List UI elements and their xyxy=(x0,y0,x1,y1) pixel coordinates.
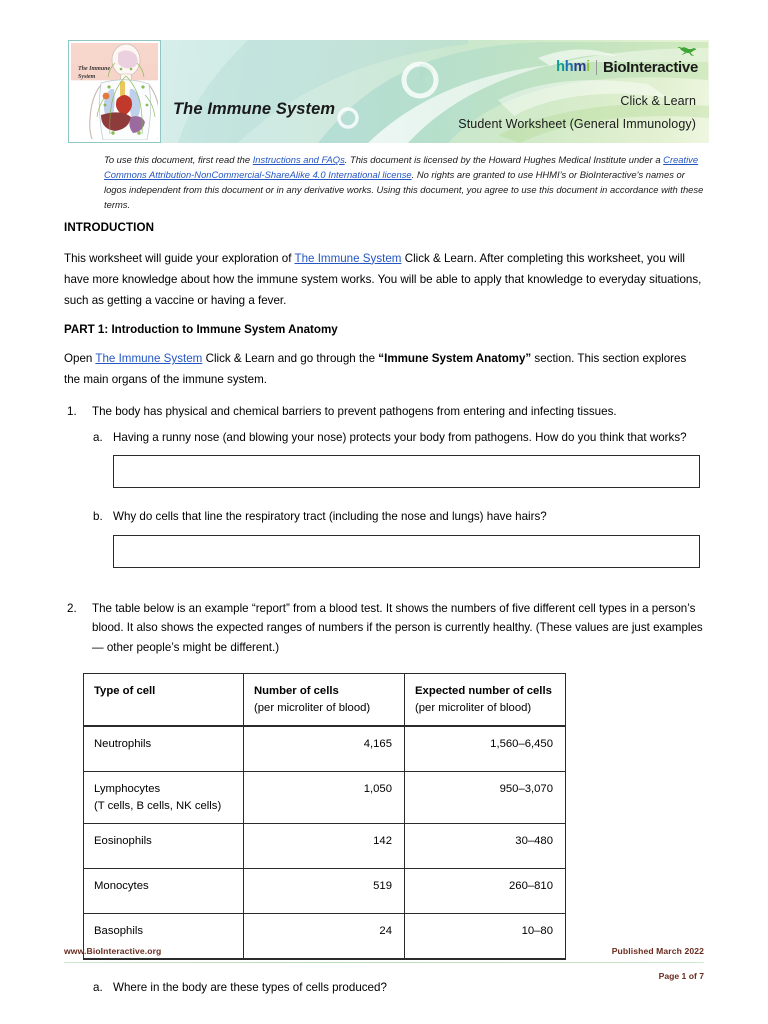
immune-system-link-part1[interactable]: The Immune System xyxy=(95,352,203,366)
question-2-number: 2. xyxy=(67,601,77,615)
footer-website: www.BioInteractive.org xyxy=(64,946,162,956)
intro-text-2: Click & Learn. After completing this worksheet, you will have more knowledge about how the immune system works. You will be able to apply that knowledge to everyday situations, such as getting a vaccine or having a fever. xyxy=(64,251,702,307)
illustration-caption: The Immune System xyxy=(78,66,111,80)
answer-box-1a[interactable] xyxy=(113,455,700,488)
introduction-paragraph xyxy=(64,248,704,311)
open-text-2: Click & Learn and go through the xyxy=(202,352,379,366)
cell-expected-1: 950–3,070 xyxy=(405,772,566,824)
footer-text-row xyxy=(64,946,704,962)
banner-subtitle-worksheet: Student Worksheet (General Immunology) xyxy=(458,117,696,131)
license-text-part-2: . This document is licensed by the Howard Hughes Medical Institute under a xyxy=(344,154,664,165)
cell-number-2: 142 xyxy=(244,824,405,869)
blood-test-table xyxy=(83,673,566,960)
question-1b-letter: b. xyxy=(93,510,103,524)
table-row xyxy=(84,726,566,772)
column-header-number-of-cells xyxy=(244,674,405,727)
footer-page-number: Page 1 of 7 xyxy=(658,971,704,982)
license-notice xyxy=(104,152,704,212)
immune-system-anatomy-section-name: “Immune System Anatomy” xyxy=(378,352,532,366)
header-main-2: Expected number of cells xyxy=(415,685,552,698)
cell-number-4: 24 xyxy=(244,914,405,960)
table-row xyxy=(84,824,566,869)
intro-text-1: This worksheet will guide your exploration of xyxy=(64,251,295,265)
page-footer xyxy=(64,946,704,981)
part-1-instructions xyxy=(64,348,704,390)
cell-type-1-note: (T cells, B cells, NK cells) xyxy=(94,799,222,812)
license-text-part-1: To use this document, first read the xyxy=(104,154,253,165)
column-header-expected-number xyxy=(405,674,566,727)
cell-expected-4: 10–80 xyxy=(405,914,566,960)
header-main-0: Type of cell xyxy=(94,685,156,698)
hhmi-wordmark: hhmi xyxy=(556,59,590,75)
header-note-2: (per microliter of blood) xyxy=(415,701,532,714)
cell-expected-2: 30–480 xyxy=(405,824,566,869)
question-2a-letter: a. xyxy=(93,981,103,995)
banner-subtitle-click-and-learn: Click & Learn xyxy=(620,94,696,108)
cell-type-0: Neutrophils xyxy=(84,726,244,772)
logo-divider xyxy=(596,60,597,75)
human-body-anatomy-icon xyxy=(71,43,158,140)
cell-type-1-name: Lymphocytes xyxy=(94,783,161,796)
cell-type-4: Basophils xyxy=(84,914,244,960)
question-2 xyxy=(64,599,704,658)
table-row xyxy=(84,772,566,824)
answer-box-1b[interactable] xyxy=(113,535,700,568)
question-1-number: 1. xyxy=(67,405,77,419)
introduction-heading: INTRODUCTION xyxy=(64,221,155,234)
immune-system-link-intro[interactable]: The Immune System xyxy=(294,251,402,265)
table-row xyxy=(84,869,566,914)
open-text-3: section. This section explores the main organs of the immune system. xyxy=(64,352,687,387)
immune-system-illustration xyxy=(68,40,161,143)
biointeractive-wordmark: BioInteractive xyxy=(603,58,698,76)
question-1b xyxy=(64,507,704,527)
hhmi-biointeractive-logo xyxy=(556,59,698,75)
question-1 xyxy=(64,402,704,422)
cell-number-3: 519 xyxy=(244,869,405,914)
banner-title: The Immune System xyxy=(173,100,336,118)
header-note-1: (per microliter of blood) xyxy=(254,701,371,714)
open-text-1: Open xyxy=(64,352,96,366)
cell-number-1: 1,050 xyxy=(244,772,405,824)
creative-commons-license-link[interactable]: Creative Commons Attribution-NonCommercial-ShareAlike 4.0 International license xyxy=(104,154,699,181)
question-2a-text: Where in the body are these types of cells produced? xyxy=(113,981,387,995)
question-2-text: The table below is an example “report” from a blood test. It shows the numbers of five different cell types in a person’s blood. It also shows the expected ranges of numbers if the person is currently healthy. (These values are just examples — other people’s might be different.) xyxy=(92,601,703,654)
cell-expected-3: 260–810 xyxy=(405,869,566,914)
question-1a-text: Having a runny nose (and blowing your nose) protects your body from pathogens. How do you think that works? xyxy=(113,430,687,444)
question-1a xyxy=(64,428,704,448)
cell-number-0: 4,165 xyxy=(244,726,405,772)
column-header-type-of-cell xyxy=(84,674,244,727)
footer-published-date: Published March 2022 xyxy=(611,946,704,956)
question-1-text: The body has physical and chemical barriers to prevent pathogens from entering and infecting tissues. xyxy=(92,405,617,419)
cell-type-1 xyxy=(84,772,244,824)
question-1b-text: Why do cells that line the respiratory tract (including the nose and lungs) have hairs? xyxy=(113,510,547,524)
table-header-row xyxy=(84,674,566,727)
main-content xyxy=(64,222,704,1000)
cell-expected-0: 1,560–6,450 xyxy=(405,726,566,772)
license-text-part-3: . No rights are granted to use HHMI’s or BioInteractive’s names or logos independent from this document or in any derivative works. Using this document, you agree to use this document in accordance with these terms. xyxy=(104,169,704,211)
instructions-and-faqs-link[interactable]: Instructions and FAQs xyxy=(252,154,345,165)
part-1-heading: PART 1: Introduction to Immune System Anatomy xyxy=(64,322,338,336)
question-1a-letter: a. xyxy=(93,430,103,444)
cell-type-2: Eosinophils xyxy=(84,824,244,869)
header-main-1: Number of cells xyxy=(254,685,339,698)
header-banner xyxy=(68,40,709,143)
cell-type-3: Monocytes xyxy=(84,869,244,914)
gecko-icon xyxy=(677,45,697,59)
